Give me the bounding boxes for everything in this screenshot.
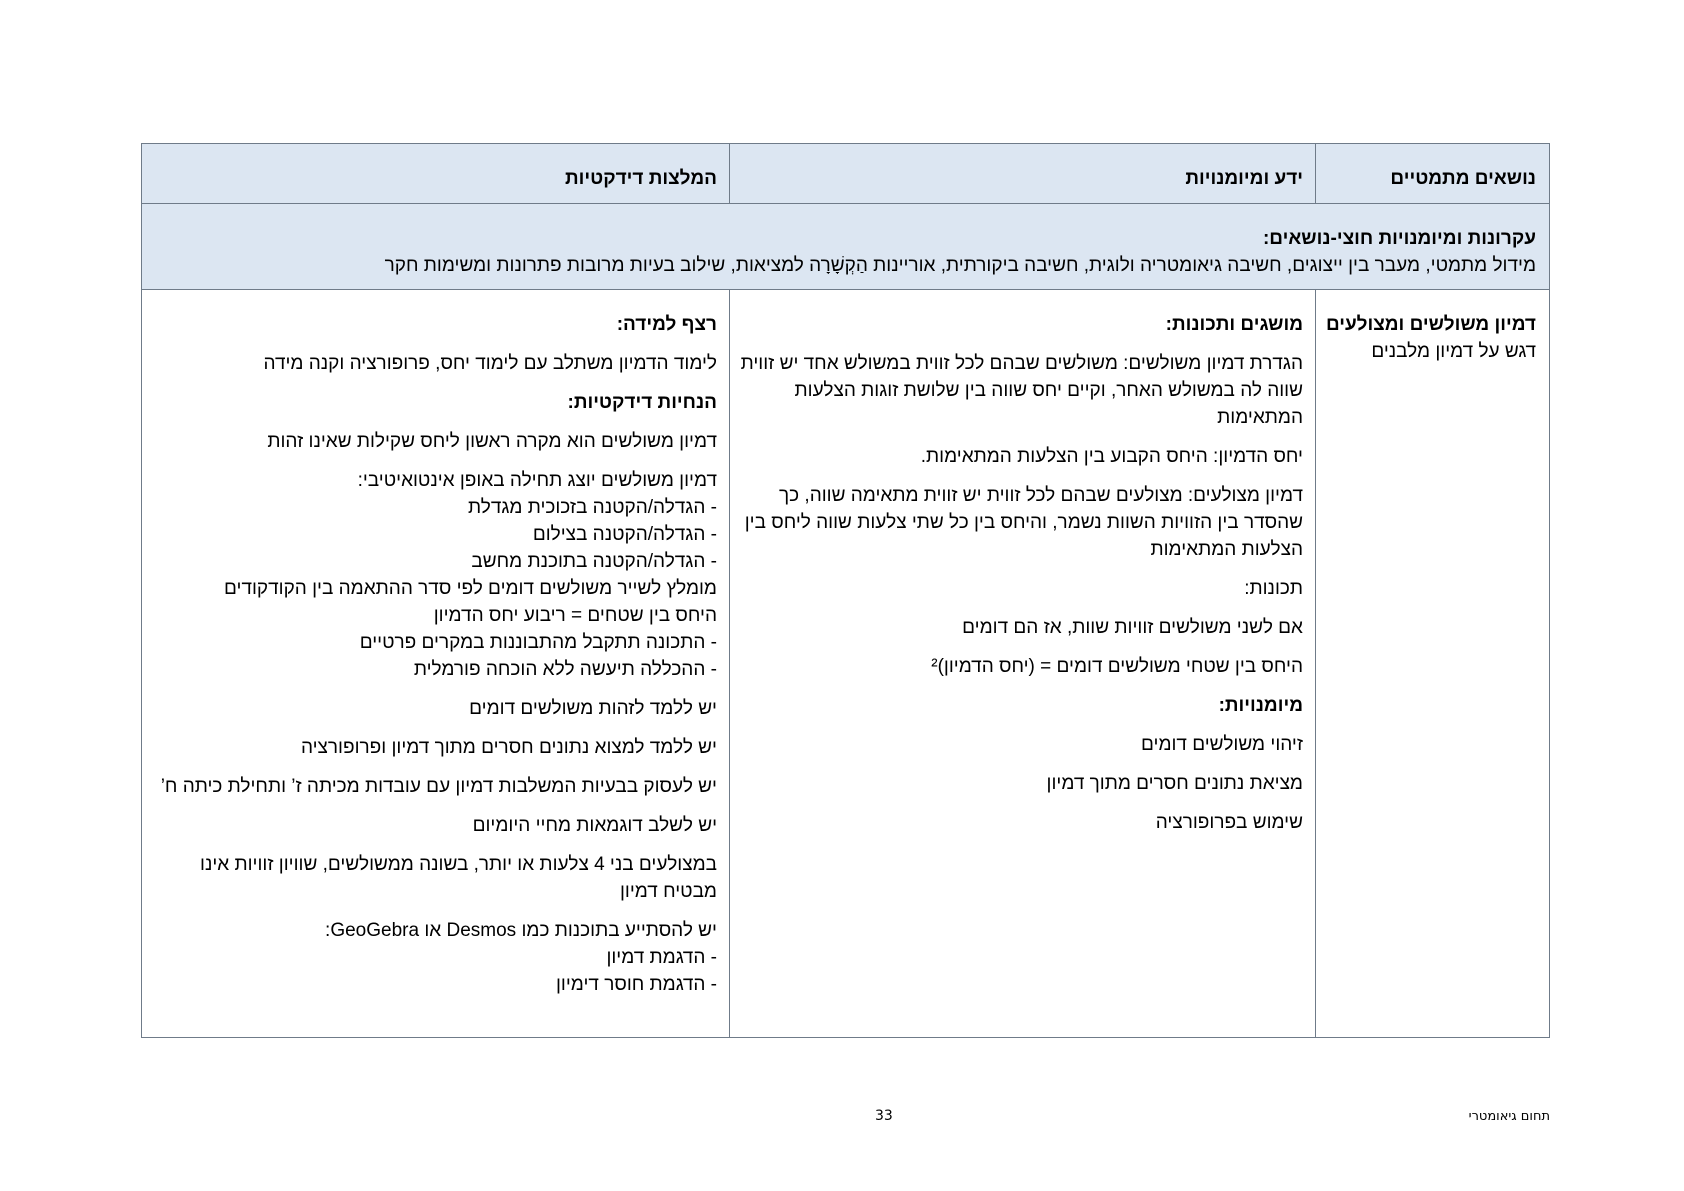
property-item: אם לשני משולשים זוויות שוות, אז הם דומים [962, 617, 1303, 638]
guideline-line: - ההכללה תיעשה ללא הוכחה פורמלית [413, 659, 717, 680]
guidelines-heading: הנחיות דידקטיות: [567, 392, 717, 413]
cross-topic-cell [142, 204, 1549, 289]
guideline-item [152, 917, 717, 998]
guideline-line: דמיון משולשים יוצג תחילה באופן אינטואיטיבי: [357, 470, 717, 491]
page-number: 33 [875, 1108, 893, 1124]
learning-sequence-text: לימוד הדמיון משתלב עם לימוד יחס, פרופורציה וקנה מידה [263, 353, 717, 374]
concept-item: יחס הדמיון: היחס הקבוע בין הצלעות המתאימות. [920, 446, 1303, 467]
guideline-line: - הגדלה/הקטנה בצילום [532, 524, 717, 545]
header-topics: נושאים מתמטיים [1315, 144, 1549, 203]
property-item: היחס בין שטחי משולשים דומים = (יחס הדמיון)² [931, 656, 1303, 677]
skill-item: זיהוי משולשים דומים [1141, 734, 1303, 755]
cross-topic-text: מידול מתמטי, מעבר בין ייצוגים, חשיבה גיאומטריה ולוגית, חשיבה ביקורתית, אוריינות הַקְשָׁרָה למציאות, שילוב בעיות מרובות פתרונות ומשימות חקר [384, 255, 1536, 276]
guideline-item [152, 851, 717, 905]
guideline-line: במצולעים בני 4 צלעות או יותר, בשונה ממשולשים, שוויון זוויות אינו מבטיח דמיון [200, 854, 717, 902]
table-body-row [142, 289, 1549, 1037]
header-knowledge: ידע ומיומנויות [729, 144, 1315, 203]
learning-sequence-heading: רצף למידה: [616, 314, 717, 335]
concept-item: הגדרת דמיון משולשים: משולשים שבהם לכל זווית במשולש אחד יש זווית שווה לה במשולש האחר, וקיים יחס שווה בין שלושת זוגות הצלעות המתאימות [740, 353, 1303, 428]
guideline-item [152, 734, 717, 761]
guideline-line: יש לעסוק בבעיות המשלבות דמיון עם עובדות מכיתה ז’ ותחילת כיתה ח’ [160, 776, 717, 797]
guideline-item [152, 773, 717, 800]
recommendations-cell [142, 290, 729, 1037]
guideline-line: יש ללמד למצוא נתונים חסרים מתוך דמיון ופרופורציה [300, 737, 717, 758]
guideline-item [152, 812, 717, 839]
guideline-line: - הגדלה/הקטנה בתוכנת מחשב [471, 551, 717, 572]
concepts-heading: מושגים ותכונות: [1165, 314, 1303, 335]
guideline-item [152, 467, 717, 683]
guideline-line: דמיון משולשים הוא מקרה ראשון ליחס שקילות שאינו זהות [267, 431, 717, 452]
concept-item: דמיון מצולעים: מצולעים שבהם לכל זווית יש זווית מתאימה שווה, כך שהסדר בין הזוויות השוות נשמר, והיחס בין כל שתי צלעות שווה ליחס בין הצלעות המתאימות [744, 485, 1303, 560]
guideline-line: היחס בין שטחים = ריבוע יחס הדמיון [433, 605, 717, 626]
topic-title: דמיון משולשים ומצולעים [1326, 314, 1536, 335]
guideline-line: יש להסתייע בתוכנות כמו Desmos או GeoGebra: [325, 920, 717, 941]
guideline-line: - הדגמת חוסר דימיון [556, 974, 717, 995]
table-header-row [142, 144, 1549, 203]
properties-heading: תכונות: [1244, 578, 1303, 599]
cross-topic-title: עקרונות ומיומנויות חוצי-נושאים: [1262, 228, 1536, 249]
header-recommendations: המלצות דידקטיות [565, 168, 717, 189]
guideline-line: מומלץ לשייר משולשים דומים לפי סדר ההתאמה בין הקודקודים [224, 578, 717, 599]
guideline-line: - התכונה תתקבל מהתבוננות במקרים פרטיים [359, 632, 717, 653]
knowledge-cell [729, 290, 1315, 1037]
topic-note: דגש על דמיון מלבנים [1371, 341, 1536, 362]
curriculum-table [141, 143, 1550, 1038]
topics-cell [1315, 290, 1549, 1037]
skills-heading: מיומנויות: [1218, 695, 1303, 716]
footer-section-title: תחום גיאומטרי [1468, 1109, 1550, 1124]
skill-item: מציאת נתונים חסרים מתוך דמיון [1046, 773, 1303, 794]
guideline-item [152, 695, 717, 722]
guideline-item [152, 428, 717, 455]
guideline-line: יש לשלב דוגמאות מחיי היומיום [472, 815, 717, 836]
skill-item: שימוש בפרופורציה [1155, 812, 1303, 833]
cross-topic-row [142, 203, 1549, 289]
guideline-line: - הגדלה/הקטנה בזכוכית מגדלת [468, 497, 717, 518]
guideline-line: יש ללמד לזהות משולשים דומים [469, 698, 717, 719]
guideline-line: - הדגמת דמיון [606, 947, 717, 968]
